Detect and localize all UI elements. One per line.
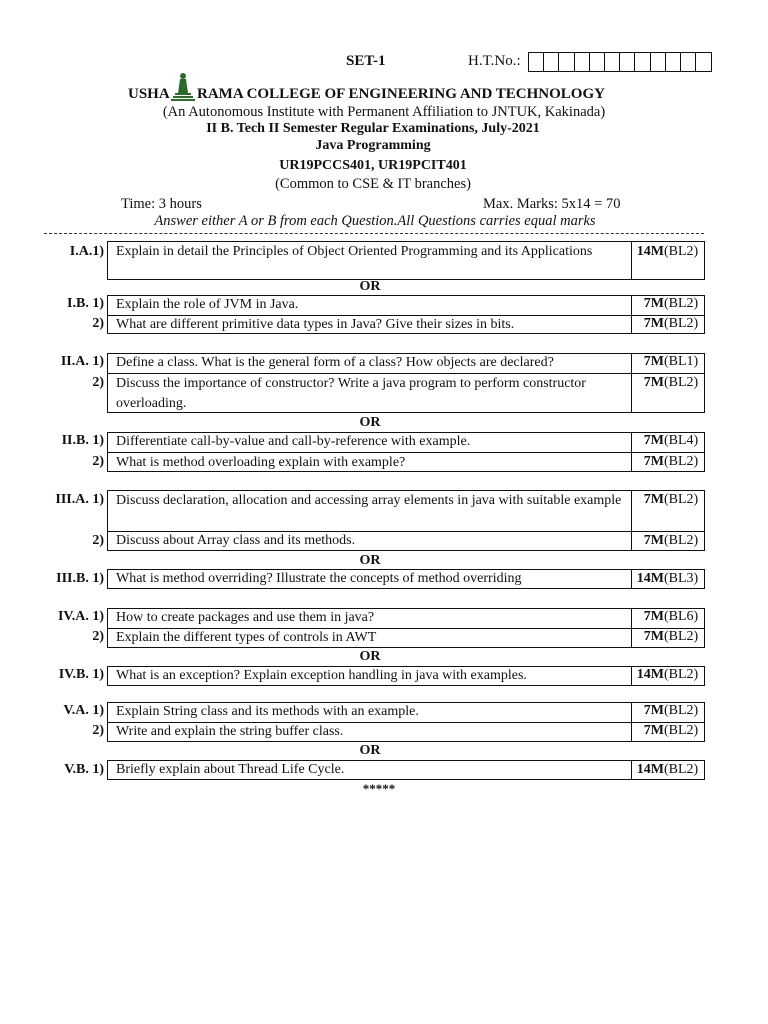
question-text: Explain String class and its methods with an example.: [116, 704, 419, 719]
question-label: III.B. 1): [56, 571, 104, 586]
question-text: Define a class. What is the general form of a class? How objects are declared?: [116, 355, 554, 370]
bloom-level: (BL2): [664, 667, 699, 682]
htno-box[interactable]: [575, 53, 590, 71]
htno-input-boxes[interactable]: [528, 52, 712, 72]
bloom-level: (BL2): [664, 492, 699, 507]
question-label: III.A. 1): [55, 492, 104, 507]
question-label: V.A. 1): [63, 703, 104, 718]
bloom-level: (BL2): [664, 762, 699, 777]
question-label: II.B. 1): [61, 433, 104, 448]
or-separator: OR: [359, 743, 381, 758]
bloom-level: (BL2): [664, 375, 699, 390]
bloom-level: (BL2): [664, 703, 699, 718]
htno-box[interactable]: [544, 53, 559, 71]
htno-box[interactable]: [620, 53, 635, 71]
marks: 7M: [643, 296, 664, 311]
marks: 14M: [636, 244, 664, 259]
question-text: How to create packages and use them in java?: [116, 610, 375, 625]
question-text: What is an exception? Explain exception handling in java with examples.: [116, 668, 527, 683]
question-label: 2): [92, 316, 104, 331]
htno-box[interactable]: [651, 53, 666, 71]
college-name-left: USHA: [128, 86, 170, 102]
marks: 7M: [643, 723, 664, 738]
question-label: IV.B. 1): [58, 667, 104, 682]
max-marks-label: Max. Marks: 5x14 = 70: [483, 196, 621, 212]
college-logo-icon: [171, 71, 195, 101]
bloom-level: (BL2): [664, 316, 699, 331]
htno-label: H.T.No.:: [468, 53, 521, 69]
question-text: Discuss the importance of constructor? Write a java program to perform constructor overloading.: [116, 376, 586, 411]
htno-box[interactable]: [529, 53, 544, 71]
marks: 7M: [643, 533, 664, 548]
question-text: Write and explain the string buffer class.: [116, 724, 344, 739]
bloom-level: (BL2): [664, 533, 699, 548]
htno-box[interactable]: [696, 53, 711, 71]
question-text: Discuss declaration, allocation and accessing array elements in java with suitable example: [116, 493, 622, 508]
htno-box[interactable]: [681, 53, 696, 71]
marks: 14M: [636, 667, 664, 682]
marks: 7M: [643, 375, 664, 390]
question-text: What are different primitive data types in Java? Give their sizes in bits.: [116, 317, 515, 332]
question-label: 2): [92, 375, 104, 390]
htno-box[interactable]: [635, 53, 650, 71]
bloom-level: (BL2): [664, 244, 699, 259]
question-text: Briefly explain about Thread Life Cycle.: [116, 762, 345, 777]
bloom-level: (BL6): [664, 609, 699, 624]
time-label: Time: 3 hours: [121, 196, 202, 212]
question-label: 2): [92, 533, 104, 548]
htno-box[interactable]: [559, 53, 574, 71]
affiliation: (An Autonomous Institute with Permanent Affiliation to JNTUK, Kakinada): [162, 104, 606, 120]
divider: [44, 233, 704, 234]
subject-title: Java Programming: [315, 138, 431, 153]
bloom-level: (BL1): [664, 354, 699, 369]
question-text: Differentiate call-by-value and call-by-reference with example.: [116, 434, 471, 449]
question-label: 2): [92, 723, 104, 738]
htno-box[interactable]: [666, 53, 681, 71]
bloom-level: (BL2): [664, 454, 699, 469]
row-separator: [108, 452, 704, 453]
question-label: II.A. 1): [60, 354, 104, 369]
instruction: Answer either A or B from each Question.All Questions carries equal marks: [154, 213, 596, 229]
marks: 7M: [643, 433, 664, 448]
or-separator: OR: [359, 649, 381, 664]
htno-box[interactable]: [590, 53, 605, 71]
marks: 7M: [643, 354, 664, 369]
question-label: I.B. 1): [67, 296, 104, 311]
end-marker: *****: [362, 781, 396, 796]
question-text: Explain in detail the Principles of Object Oriented Programming and its Applications: [116, 244, 593, 259]
college-name-right: RAMA COLLEGE OF ENGINEERING AND TECHNOLOGY: [197, 86, 605, 102]
marks: 14M: [636, 762, 664, 777]
marks: 7M: [643, 609, 664, 624]
bloom-level: (BL2): [664, 629, 699, 644]
marks: 14M: [636, 571, 664, 586]
or-separator: OR: [359, 553, 381, 568]
question-text: What is method overloading explain with example?: [116, 455, 406, 470]
question-text: Discuss about Array class and its methods.: [116, 533, 356, 548]
marks: 7M: [643, 629, 664, 644]
common-branches: (Common to CSE & IT branches): [275, 176, 471, 192]
exam-title: II B. Tech II Semester Regular Examinations, July-2021: [206, 121, 540, 136]
marks: 7M: [643, 492, 664, 507]
or-separator: OR: [359, 279, 381, 294]
htno-box[interactable]: [605, 53, 620, 71]
bloom-level: (BL2): [664, 723, 699, 738]
bloom-level: (BL3): [664, 571, 699, 586]
set-label: SET-1: [346, 53, 386, 69]
question-label: V.B. 1): [64, 762, 104, 777]
marks: 7M: [643, 316, 664, 331]
question-label: IV.A. 1): [57, 609, 104, 624]
marks: 7M: [643, 703, 664, 718]
or-separator: OR: [359, 415, 381, 430]
question-label: 2): [92, 629, 104, 644]
bloom-level: (BL4): [664, 433, 699, 448]
question-text: Explain the role of JVM in Java.: [116, 297, 299, 312]
question-label: I.A.1): [69, 244, 104, 259]
question-text: Explain the different types of controls in AWT: [116, 630, 377, 645]
bloom-level: (BL2): [664, 296, 699, 311]
subject-codes: UR19PCCS401, UR19PCIT401: [279, 158, 467, 173]
question-text: What is method overriding? Illustrate the concepts of method overriding: [116, 571, 522, 586]
question-label: 2): [92, 454, 104, 469]
marks: 7M: [643, 454, 664, 469]
